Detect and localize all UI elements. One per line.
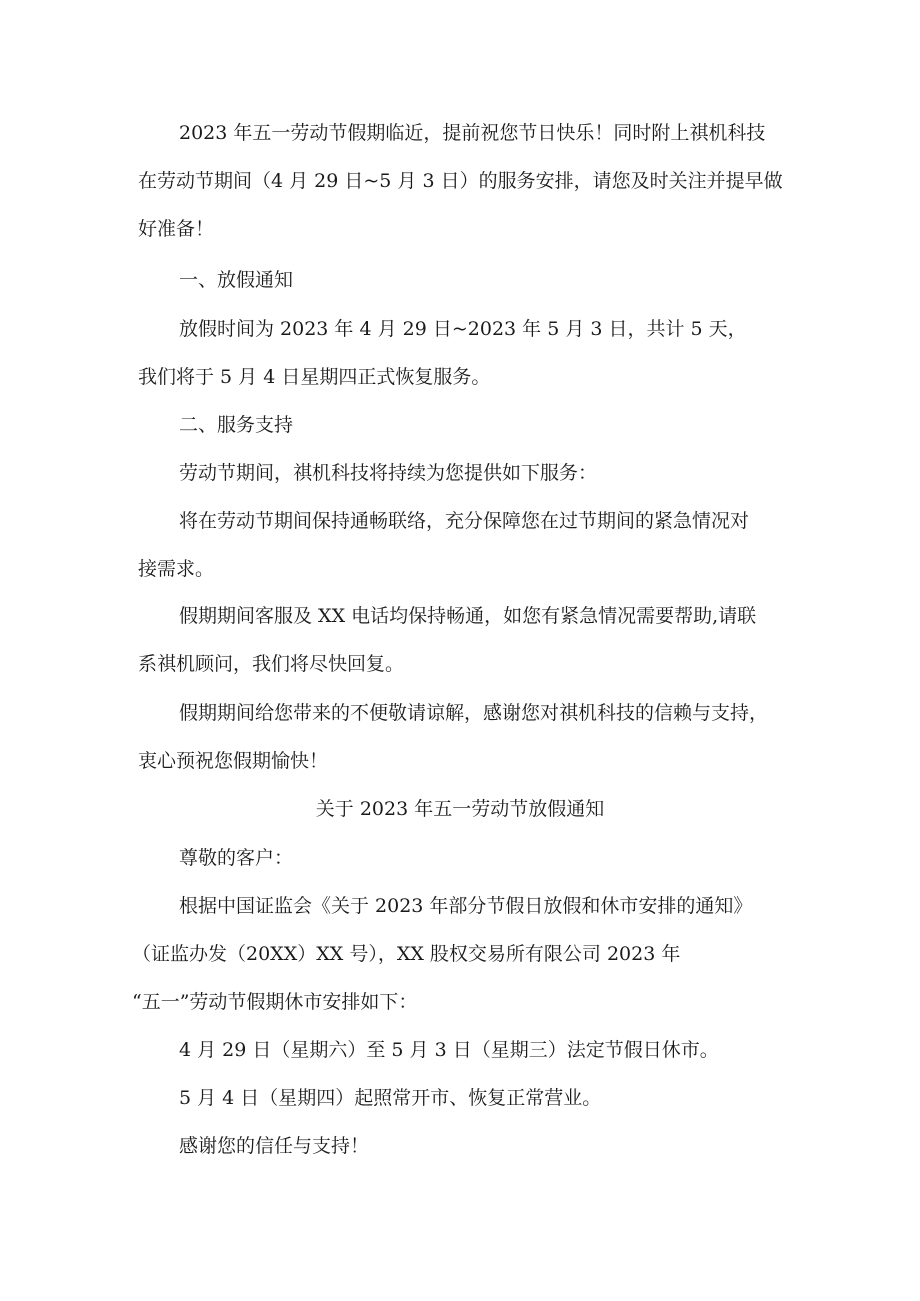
support-item-2-line-1: 假期期间客服及 XX 电话均保持畅通，如您有紧急情况需要帮助,请联 xyxy=(179,605,757,627)
notice-body-line-2: （证监办发（20XX）XX 号），XX 股权交易所有限公司 2023 年 xyxy=(132,943,681,965)
notice-body-line-1: 根据中国证监会《关于 2023 年部分节假日放假和休市安排的通知》 xyxy=(179,895,753,917)
support-intro: 劳动节期间，祺机科技将持续为您提供如下服务： xyxy=(179,462,598,484)
notice-title: 关于 2023 年五一劳动节放假通知 xyxy=(315,798,605,820)
holiday-paragraph-line-1: 放假时间为 2023 年 4 月 29 日~2023 年 5 月 3 日，共计 5 天， xyxy=(179,318,747,340)
notice-body-line-3: “五一”劳动节假期休市安排如下： xyxy=(132,991,418,1013)
intro-paragraph-line-2: 在劳动节期间（4 月 29 日~5 月 3 日）的服务安排，请您及时关注并提早做 xyxy=(138,170,783,192)
support-item-1-line-1: 将在劳动节期间保持通畅联络，充分保障您在过节期间的紧急情况对 xyxy=(179,510,750,532)
schedule-closure: 4 月 29 日（星期六）至 5 月 3 日（星期三）法定节假日休市。 xyxy=(179,1039,719,1061)
holiday-paragraph-line-2: 我们将于 5 月 4 日星期四正式恢复服务。 xyxy=(138,366,491,388)
closing-paragraph-line-1: 假期期间给您带来的不便敬请谅解，感谢您对祺机科技的信赖与支持， xyxy=(179,702,769,724)
thanks-line: 感谢您的信任与支持！ xyxy=(179,1135,370,1157)
schedule-reopen: 5 月 4 日（星期四）起照常开市、恢复正常营业。 xyxy=(179,1087,602,1109)
salutation: 尊敬的客户： xyxy=(179,847,294,869)
heading-holiday-notice: 一、放假通知 xyxy=(179,269,294,291)
intro-paragraph-line-3: 好准备！ xyxy=(138,218,215,240)
support-item-1-line-2: 接需求。 xyxy=(138,558,215,580)
intro-paragraph-line-1: 2023 年五一劳动节假期临近，提前祝您节日快乐！同时附上祺机科技 xyxy=(179,122,766,144)
closing-paragraph-line-2: 衷心预祝您假期愉快！ xyxy=(138,750,329,772)
support-item-2-line-2: 系祺机顾问，我们将尽快回复。 xyxy=(138,653,405,675)
heading-service-support: 二、服务支持 xyxy=(179,414,294,436)
